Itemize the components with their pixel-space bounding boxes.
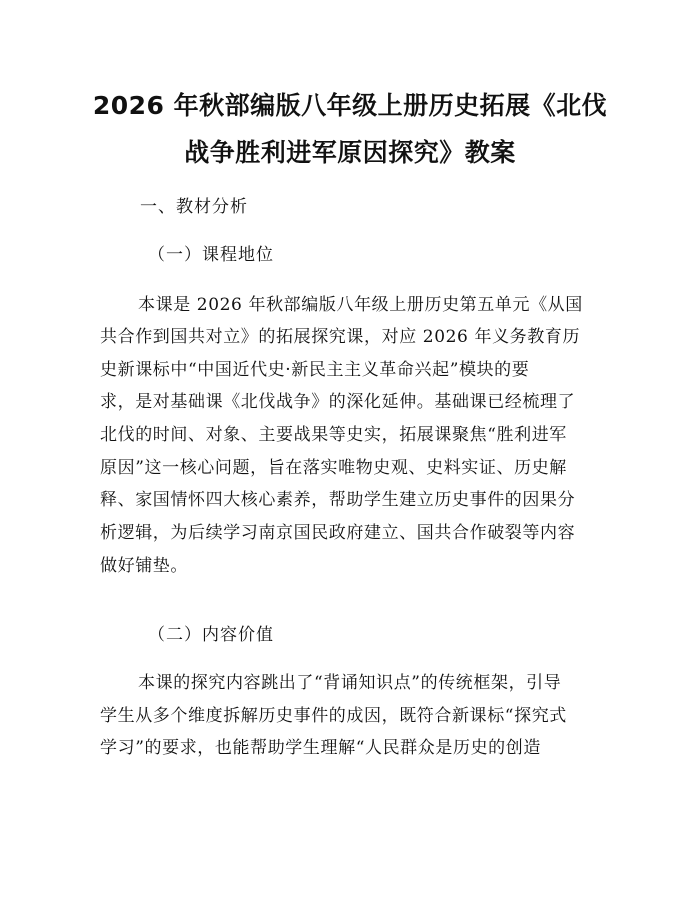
paragraph-line: 释、家国情怀四大核心素养，帮助学生建立历史事件的因果分 bbox=[100, 490, 576, 510]
document-title-line-1: 2026 年秋部编版八年级上册历史拓展《北伐 bbox=[92, 91, 608, 120]
paragraph-line: 做好铺垫。 bbox=[100, 556, 188, 576]
paragraph-line: 本课的探究内容跳出了“背诵知识点”的传统框架，引导 bbox=[138, 673, 562, 693]
paragraph-line: 共合作到国共对立》的拓展探究课，对应 2026 年义务教育历 bbox=[100, 327, 581, 347]
paragraph-line: 史新课标中“中国近代史·新民主主义革命兴起”模块的要 bbox=[100, 360, 530, 380]
paragraph-line: 求，是对基础课《北伐战争》的深化延伸。基础课已经梳理了 bbox=[100, 392, 576, 412]
paragraph-line: 学习”的要求，也能帮助学生理解“人民群众是历史的创造 bbox=[100, 738, 541, 758]
subsection-heading-course-position: （一）课程地位 bbox=[148, 245, 274, 265]
paragraph-line: 析逻辑，为后续学习南京国民政府建立、国共合作破裂等内容 bbox=[100, 523, 576, 543]
paragraph-line: 本课是 2026 年秋部编版八年级上册历史第五单元《从国 bbox=[138, 295, 583, 315]
paragraph-line: 学生从多个维度拆解历史事件的成因，既符合新课标“探究式 bbox=[100, 706, 567, 726]
document-title-line-2: 战争胜利进军原因探究》教案 bbox=[184, 138, 516, 167]
subsection-heading-content-value: （二）内容价值 bbox=[148, 625, 274, 645]
paragraph-line: 北伐的时间、对象、主要战果等史实，拓展课聚焦“胜利进军 bbox=[100, 425, 567, 445]
paragraph-line: 原因”这一核心问题，旨在落实唯物史观、史料实证、历史解 bbox=[100, 458, 567, 478]
section-heading-textbook-analysis: 一、教材分析 bbox=[140, 197, 248, 217]
